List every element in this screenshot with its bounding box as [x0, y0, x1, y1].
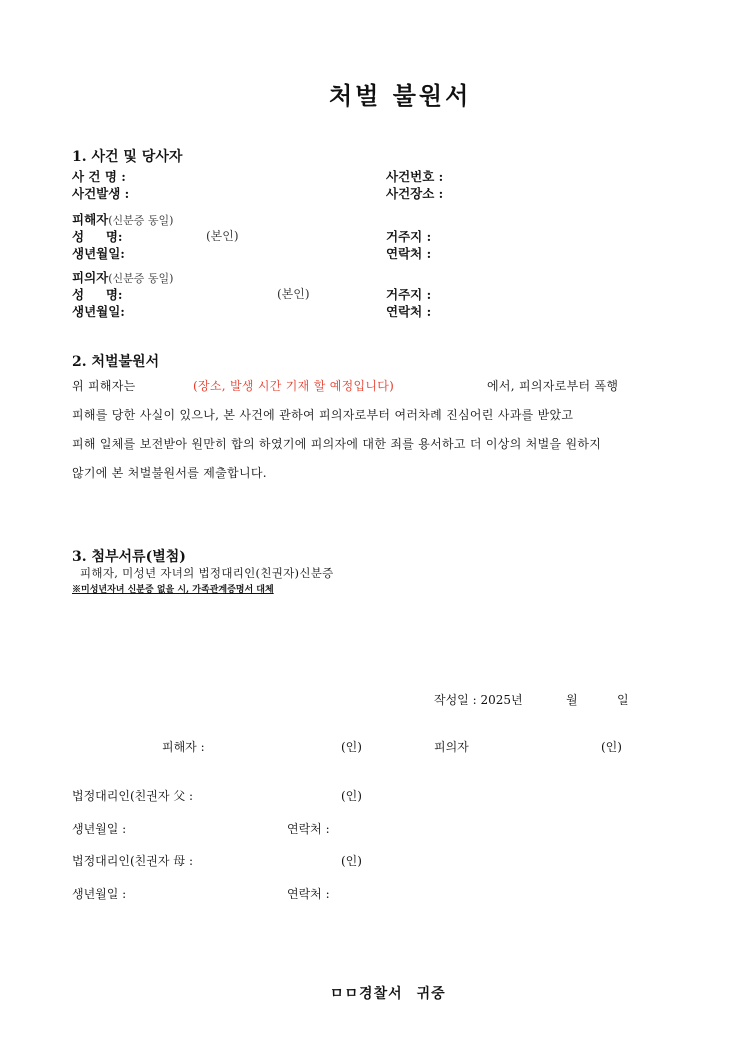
suspect-birth-label: 생년월일:: [72, 304, 125, 319]
suspect-heading-note: (신분증 동일): [108, 272, 174, 285]
date-day: 일: [617, 693, 629, 707]
statement-line4: 않기에 본 처벌불원서를 제출합니다.: [72, 466, 267, 480]
statement-placeholder: (장소, 발생 시간 기재 할 예정입니다): [193, 379, 395, 393]
victim-self-mark: (본인): [206, 229, 239, 243]
suspect-sign-label: 피의자: [434, 740, 469, 754]
victim-contact-label: 연락처 :: [386, 246, 432, 261]
date-month: 월: [566, 693, 578, 707]
case-place-label: 사건장소 :: [386, 186, 444, 201]
case-name-label: 사 건 명 :: [72, 169, 126, 184]
victim-sign-label: 피해자 :: [162, 740, 205, 754]
guardian-mother-contact: 연락처 :: [287, 887, 330, 901]
section1-heading: 1. 사건 및 당사자: [72, 149, 183, 165]
guardian-father-label: 법정대리인(친권자 父 :: [72, 789, 194, 803]
victim-birth-label: 생년월일:: [72, 246, 125, 261]
police-station-addressee: [330, 983, 446, 1003]
guardian-father-seal: (인): [341, 789, 362, 803]
addressee-suffix: 귀중: [416, 986, 446, 1002]
victim-address-label: 거주지 :: [386, 229, 432, 244]
guardian-mother-birth: 생년월일 :: [72, 887, 127, 901]
case-date-label: 사건발생 :: [72, 186, 130, 201]
section3-heading: 3. 첨부서류(별첨): [72, 549, 186, 565]
victim-name-label: 성 명:: [72, 229, 123, 244]
case-number-label: 사건번호 :: [386, 169, 444, 184]
guardian-mother-label: 법정대리인(친권자 母 :: [72, 854, 194, 868]
guardian-father-birth: 생년월일 :: [72, 822, 127, 836]
guardian-father-contact: 연락처 :: [287, 822, 330, 836]
date-label: 작성일 : 2025년: [434, 693, 523, 707]
document-title: 처벌 불원서: [329, 81, 472, 110]
suspect-name-label: 성 명:: [72, 287, 123, 302]
victim-seal: (인): [341, 740, 362, 754]
section2-heading: 2. 처벌불원서: [72, 354, 160, 370]
guardian-mother-seal: (인): [341, 854, 362, 868]
attachment-item: 피해자, 미성년 자녀의 법정대리인(친권자)신분증: [80, 566, 334, 580]
victim-heading-note: (신분증 동일): [108, 214, 174, 227]
suspect-heading-text: 피의자: [72, 270, 109, 285]
statement-line3: 피해 일체를 보전받아 원만히 합의 하였기에 피의자에 대한 죄를 용서하고 더 이상의 처벌을 원하지: [72, 437, 602, 451]
suspect-heading: [72, 268, 173, 286]
victim-heading: [72, 210, 173, 228]
suspect-seal: (인): [601, 740, 622, 754]
statement-line1-end: 에서, 피의자로부터 폭행: [487, 379, 619, 393]
statement-line1-start: 위 피해자는: [72, 379, 136, 393]
suspect-address-label: 거주지 :: [386, 287, 432, 302]
suspect-self-mark: (본인): [277, 287, 310, 301]
suspect-contact-label: 연락처 :: [386, 304, 432, 319]
victim-heading-text: 피해자: [72, 212, 109, 227]
police-station-name: ㅁㅁ경찰서: [330, 986, 403, 1002]
statement-line2: 피해를 당한 사실이 있으나, 본 사건에 관하여 피의자로부터 여러차례 진심어린 사과를 받았고: [72, 408, 574, 422]
attachment-note: ※미성년자녀 신분증 없을 시, 가족관계증명서 대체: [72, 585, 274, 595]
